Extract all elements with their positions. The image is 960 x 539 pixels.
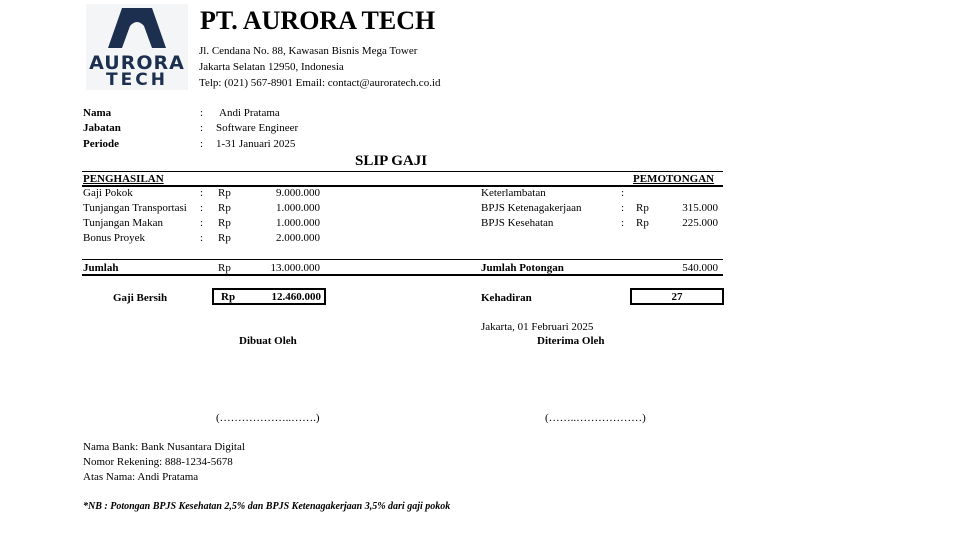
employee-period-label: Periode — [83, 138, 120, 150]
colon: : — [200, 122, 204, 134]
colon: : — [200, 232, 204, 244]
deductions-header: PEMOTONGAN — [633, 173, 715, 185]
company-address-line1: Jl. Cendana No. 88, Kawasan Bisnis Mega Tower — [199, 45, 418, 57]
colon: : — [200, 187, 204, 199]
signature-blank-right: (……..………………) — [545, 412, 646, 424]
earning-currency: Rp — [218, 202, 231, 214]
colon: : — [200, 202, 204, 214]
earning-amount: 9.000.000 — [276, 187, 320, 199]
company-logo — [86, 4, 188, 90]
deduction-currency: Rp — [636, 202, 649, 214]
employee-period-value: 1-31 Januari 2025 — [216, 138, 296, 150]
aurora-peak-icon — [86, 4, 188, 54]
earnings-header: PENGHASILAN — [83, 173, 164, 185]
attendance-box — [630, 288, 724, 305]
bank-account: Nomor Rekening: 888-1234-5678 — [83, 456, 233, 468]
bank-holder: Atas Nama: Andi Pratama — [83, 471, 199, 483]
place-date: Jakarta, 01 Februari 2025 — [481, 321, 594, 333]
attendance-label: Kehadiran — [481, 292, 532, 304]
employee-name-value: Andi Pratama — [219, 107, 280, 119]
earning-label: Gaji Pokok — [83, 187, 133, 199]
colon: : — [200, 107, 204, 119]
deduction-label: Keterlambatan — [481, 187, 546, 199]
signature-blank-left: (………………..…….) — [216, 412, 320, 424]
logo-text-tech: TECH — [106, 70, 168, 90]
company-contact: Telp: (021) 567-8901 Email: contact@auroratech.co.id — [199, 77, 441, 89]
employee-name-label: Nama — [83, 107, 112, 119]
net-pay-box — [212, 288, 326, 305]
divider — [82, 259, 723, 260]
divider — [82, 274, 723, 276]
earning-label: Bonus Proyek — [83, 232, 146, 244]
earning-amount: 2.000.000 — [276, 232, 320, 244]
net-pay-currency: Rp — [221, 291, 236, 303]
deduction-label: BPJS Kesehatan — [481, 217, 554, 229]
company-address-line2: Jakarta Selatan 12950, Indonesia — [199, 61, 344, 73]
colon: : — [200, 217, 204, 229]
slip-title: SLIP GAJI — [355, 153, 428, 169]
earnings-total-amount: 13.000.000 — [270, 262, 320, 274]
earning-currency: Rp — [218, 217, 231, 229]
deductions-total-label: Jumlah Potongan — [481, 262, 564, 274]
received-by-label: Diterima Oleh — [537, 335, 605, 347]
earning-amount: 1.000.000 — [276, 217, 320, 229]
divider — [82, 185, 723, 187]
earning-amount: 1.000.000 — [276, 202, 320, 214]
net-pay-label: Gaji Bersih — [113, 292, 168, 304]
colon: : — [621, 187, 625, 199]
earning-currency: Rp — [218, 232, 231, 244]
deductions-total-amount: 540.000 — [682, 262, 718, 274]
earnings-total-label: Jumlah — [83, 262, 119, 274]
colon: : — [621, 217, 625, 229]
net-pay-amount: 12.460.000 — [271, 291, 321, 303]
deduction-label: BPJS Ketenagakerjaan — [481, 202, 582, 214]
deduction-currency: Rp — [636, 217, 649, 229]
colon: : — [621, 202, 625, 214]
footnote: *NB : Potongan BPJS Kesehatan 2,5% dan BPJS Ketenagakerjaan 3,5% dari gaji pokok — [83, 501, 451, 512]
employee-position-label: Jabatan — [83, 122, 121, 134]
made-by-label: Dibuat Oleh — [239, 335, 297, 347]
logo-text-aurora: AURORA — [89, 52, 185, 74]
divider — [82, 171, 723, 172]
bank-name: Nama Bank: Bank Nusantara Digital — [83, 441, 245, 453]
company-name: PT. AURORA TECH — [200, 6, 436, 35]
deduction-amount: 315.000 — [682, 202, 718, 214]
earning-label: Tunjangan Makan — [83, 217, 163, 229]
deduction-amount: 225.000 — [682, 217, 718, 229]
employee-position-value: Software Engineer — [216, 122, 299, 134]
earning-label: Tunjangan Transportasi — [83, 202, 187, 214]
attendance-value: 27 — [671, 291, 683, 303]
earning-currency: Rp — [218, 187, 231, 199]
colon: : — [200, 138, 204, 150]
earnings-total-currency: Rp — [218, 262, 231, 274]
